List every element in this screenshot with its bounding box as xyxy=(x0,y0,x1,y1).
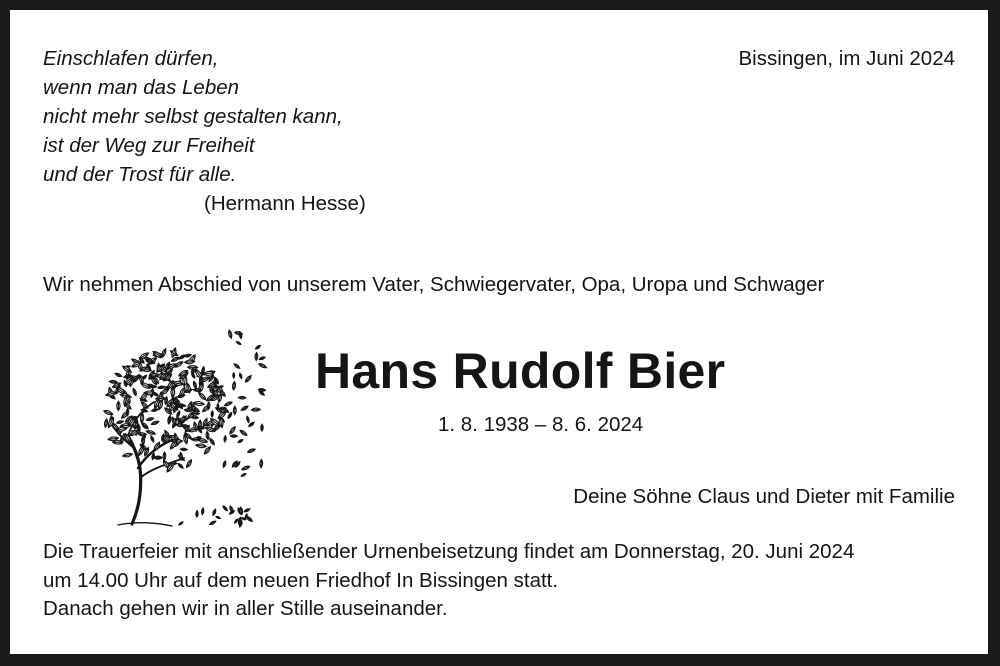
leaf-shape xyxy=(178,521,183,525)
leaf-shape xyxy=(150,435,155,442)
leaf-shape xyxy=(175,397,178,405)
leaf-shape xyxy=(211,411,214,418)
leaf-shape xyxy=(247,448,255,454)
leaf-shape xyxy=(227,412,233,419)
leaf-shape xyxy=(201,508,204,515)
leaf-shape xyxy=(230,435,237,438)
leaf-shape xyxy=(212,509,217,516)
leaf-shape xyxy=(255,352,258,360)
leaf-shape xyxy=(217,404,219,410)
poem-line: Einschlafen dürfen, xyxy=(43,47,219,70)
poem-line: und der Trost für alle. xyxy=(43,163,237,186)
poem-quote xyxy=(43,44,366,218)
leaf-shape xyxy=(196,511,199,518)
funeral-notice xyxy=(43,538,854,624)
notice-line: Die Trauerfeier mit anschließender Urnenbeisetzung findet am Donnerstag, 20. Juni 2024 xyxy=(43,540,855,563)
leaf-shape xyxy=(104,419,108,428)
leaf-shape xyxy=(181,424,189,428)
leaf-shape xyxy=(244,374,252,383)
leaf-shape xyxy=(239,331,243,338)
leaf-shape xyxy=(255,345,261,350)
notice-line: um 14.00 Uhr auf dem neuen Friedhof In Bissingen statt. xyxy=(43,568,559,592)
leaf-shape xyxy=(161,348,167,358)
leaf-shape xyxy=(246,416,250,423)
leaf-shape xyxy=(222,505,228,511)
leaf-shape xyxy=(151,420,160,426)
leaf-shape xyxy=(240,405,248,411)
leaf-shape xyxy=(224,435,227,442)
leaf-shape xyxy=(126,409,129,416)
leaf-shape xyxy=(116,420,123,424)
leaf-shape xyxy=(192,368,194,375)
farewell-intro: Wir nehmen Abschied von unserem Vater, Schwiegervater, Opa, Uropa und Schwager xyxy=(43,273,825,296)
leaf-shape xyxy=(260,459,263,467)
poem-line: ist der Weg zur Freiheit xyxy=(43,134,255,157)
place-date: Bissingen, im Juni 2024 xyxy=(738,47,955,70)
leaf-shape xyxy=(133,426,139,428)
leaf-shape xyxy=(168,416,171,423)
leaf-shape xyxy=(229,510,235,515)
leaf-shape xyxy=(122,452,132,457)
leaf-shape xyxy=(222,460,226,467)
leaf-shape xyxy=(251,408,260,412)
leaf-shape xyxy=(204,425,215,433)
poem-author: (Hermann Hesse) xyxy=(204,192,366,215)
leaf-shape xyxy=(185,459,193,468)
poem-line: wenn man das Leben xyxy=(43,76,240,99)
leaf-shape xyxy=(146,417,154,421)
leaf-shape xyxy=(209,438,216,446)
leaf-shape xyxy=(191,412,200,415)
leaf-shape xyxy=(238,396,246,399)
leaf-shape xyxy=(228,330,233,339)
leaf-shape xyxy=(180,448,187,451)
leaf-shape xyxy=(233,363,240,369)
leaf-shape xyxy=(184,354,192,358)
leaf-shape xyxy=(105,391,116,397)
leaf-shape xyxy=(241,465,250,471)
mourners-line: Deine Söhne Claus und Dieter mit Familie xyxy=(573,485,955,508)
leaf-shape xyxy=(191,416,198,419)
leaf-shape xyxy=(233,406,236,414)
leaf-shape xyxy=(176,411,181,418)
leaf-shape xyxy=(232,381,236,390)
leaf-shape xyxy=(258,362,267,369)
leaf-shape xyxy=(138,433,146,436)
leaf-shape xyxy=(237,439,243,444)
leaf-shape xyxy=(261,424,263,431)
leaf-shape xyxy=(109,380,117,383)
leaf-shape xyxy=(123,380,127,387)
leaf-shape xyxy=(117,401,120,411)
leaf-shape xyxy=(216,516,221,520)
leaf-shape xyxy=(239,429,248,437)
notice-line: Danach gehen wir in aller Stille auseinander. xyxy=(43,597,448,620)
leaf-shape xyxy=(193,381,198,389)
leaf-shape xyxy=(185,360,195,364)
poem-line: nicht mehr selbst gestalten kann, xyxy=(43,105,343,128)
leaf-shape xyxy=(115,372,123,377)
life-dates: 1. 8. 1938 – 8. 6. 2024 xyxy=(438,413,644,436)
deceased-name: Hans Rudolf Bier xyxy=(315,343,726,399)
leaf-shape xyxy=(259,356,266,360)
leaf-shape xyxy=(239,373,243,379)
leaf-shape xyxy=(236,341,242,346)
leaf-shape xyxy=(198,392,207,401)
leaf-shape xyxy=(168,462,177,465)
leaf-shape xyxy=(241,473,247,477)
leaf-shape xyxy=(234,519,238,524)
leaf-shape xyxy=(233,373,235,378)
windblown-tree-icon xyxy=(88,318,268,528)
leaf-shape xyxy=(224,401,233,407)
leaf-shape xyxy=(163,452,166,460)
leaf-shape xyxy=(146,430,156,436)
leaf-shape xyxy=(205,431,209,440)
leaf-shape xyxy=(195,443,206,448)
leaf-shape xyxy=(229,426,237,435)
leaf-shape xyxy=(209,520,216,525)
leaf-shape xyxy=(177,463,184,469)
leaf-shape xyxy=(207,402,210,410)
leaf-shape xyxy=(191,438,200,441)
leaf-shape xyxy=(132,388,137,396)
leaf-shape xyxy=(218,385,224,388)
leaf-shape xyxy=(171,348,177,358)
leaf-shape xyxy=(103,409,113,416)
obituary-notice xyxy=(10,10,988,654)
leaf-shape xyxy=(244,508,251,513)
leaf-shape xyxy=(158,386,165,390)
